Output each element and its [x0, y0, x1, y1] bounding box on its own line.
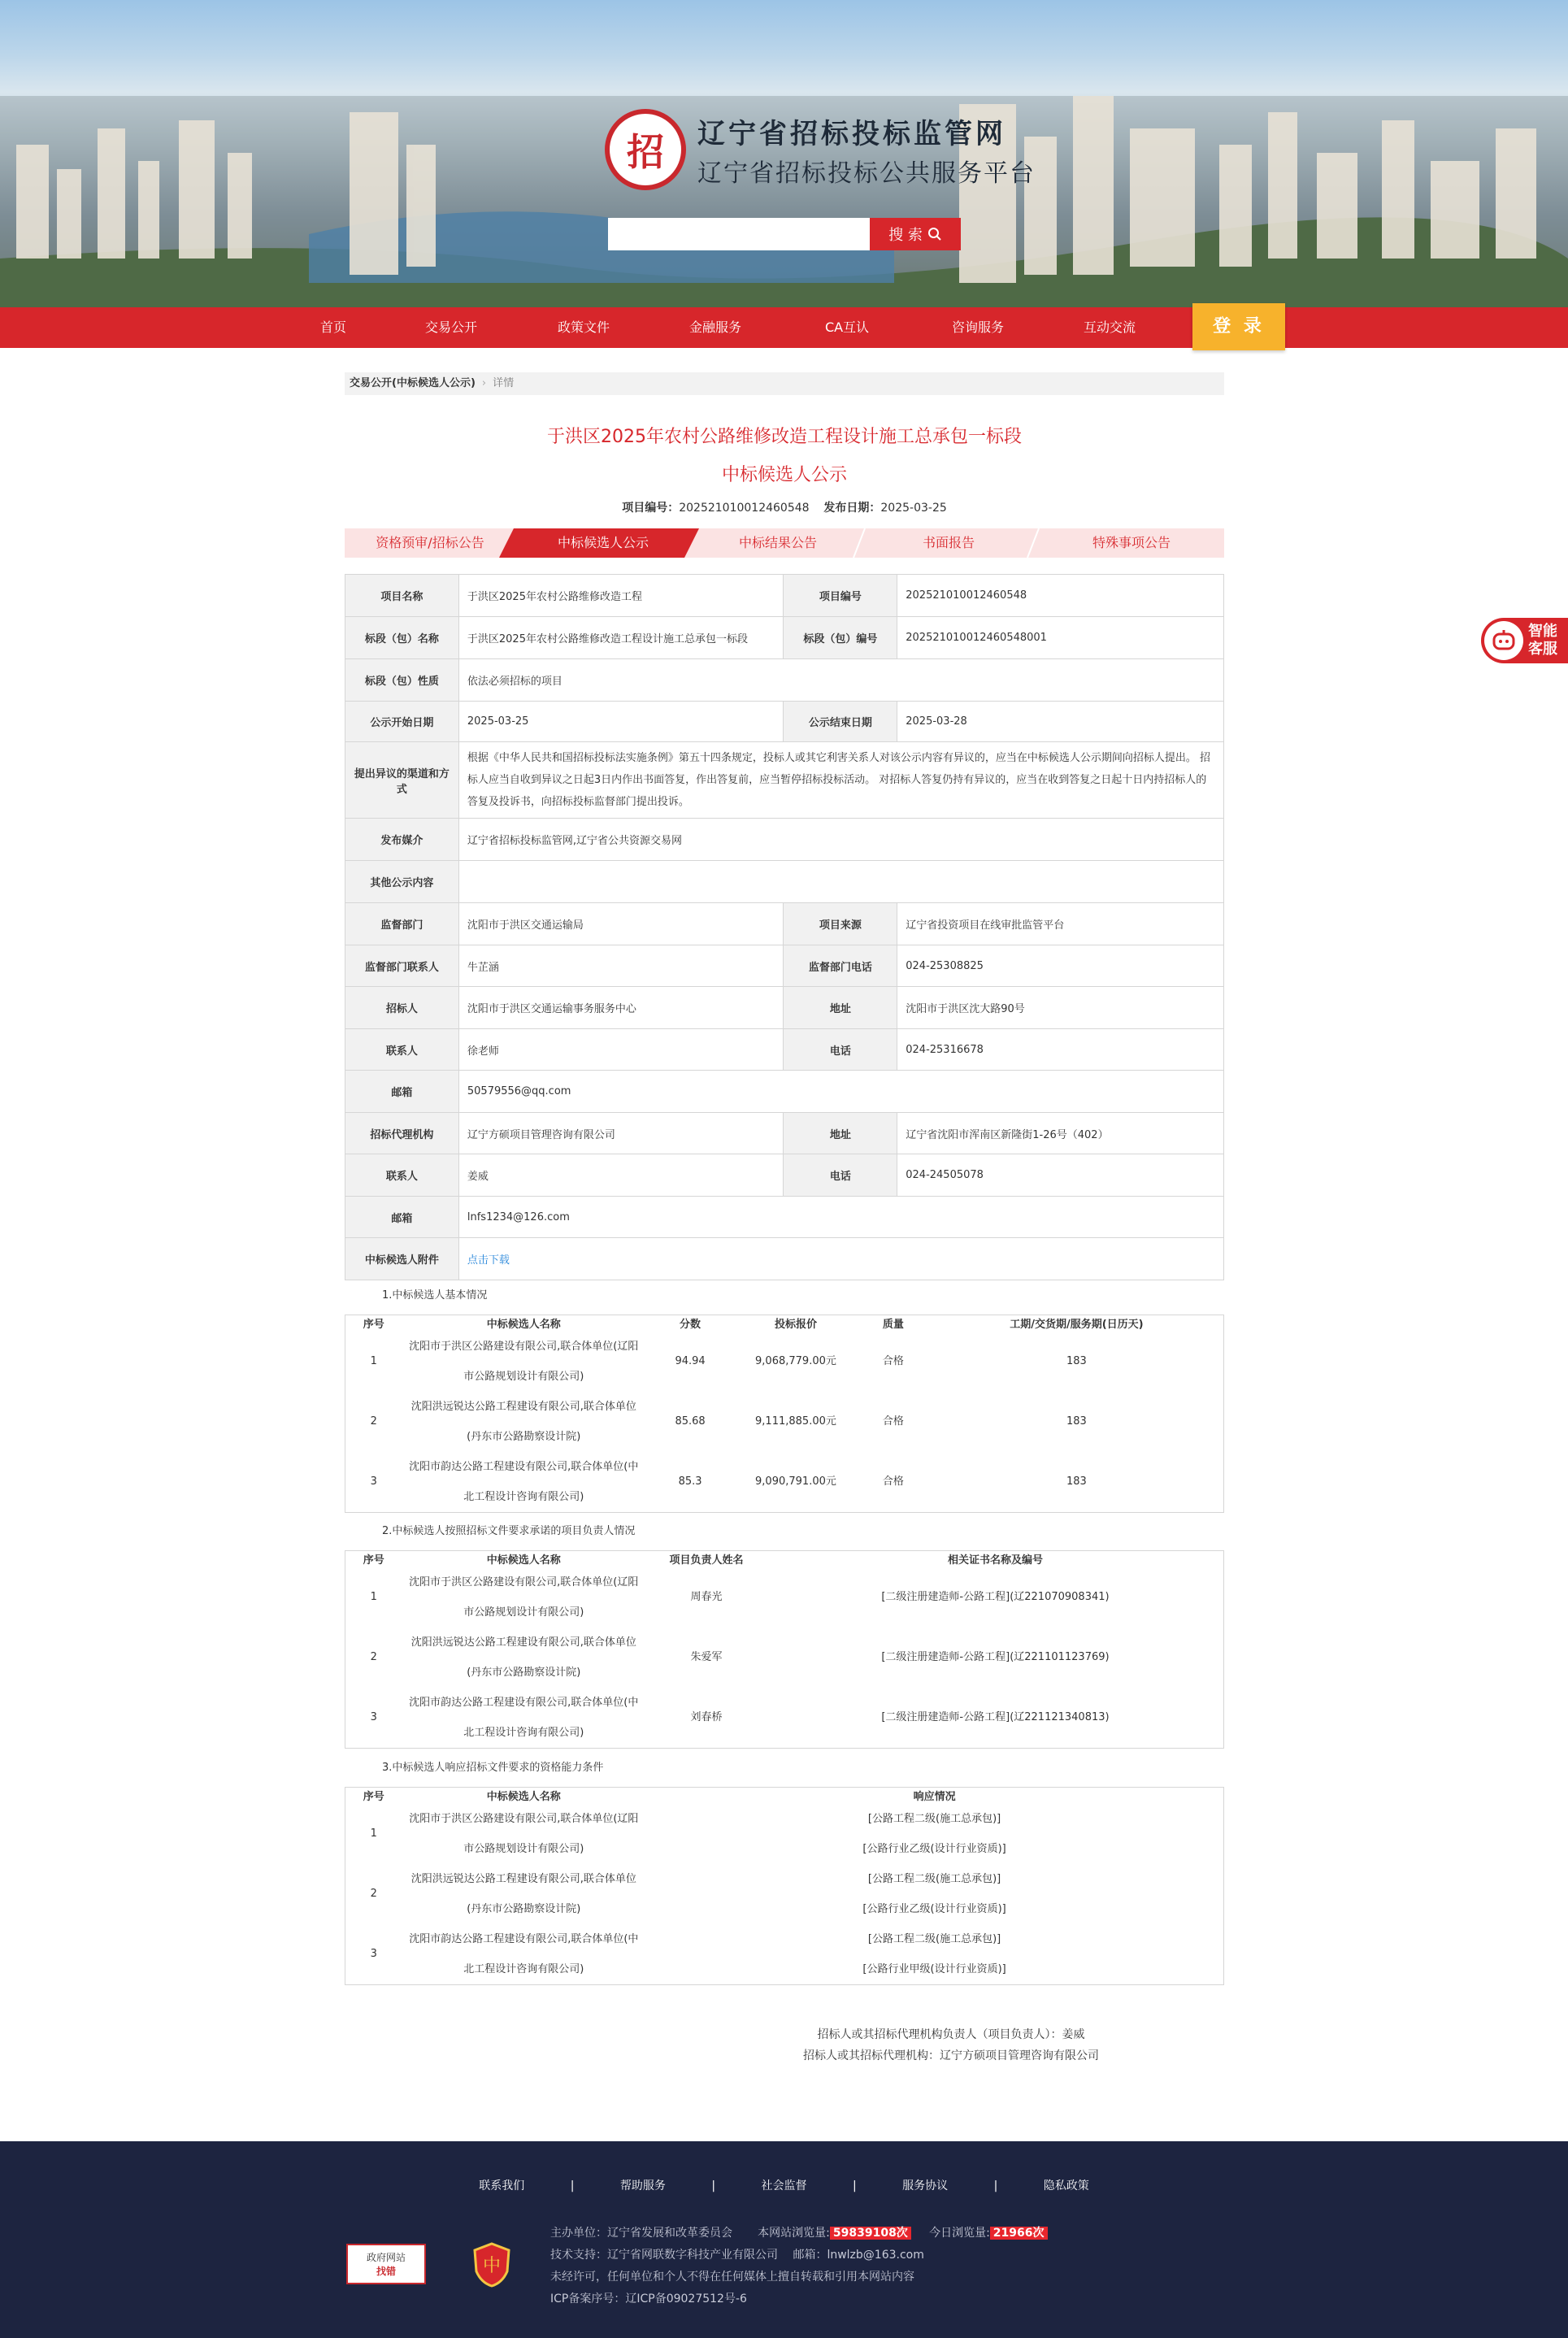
- supervisor-phone: 024-25308825: [897, 945, 1224, 987]
- header-banner: [0, 0, 1568, 307]
- tab-written-report[interactable]: 书面报告: [922, 535, 975, 550]
- robot-icon: [1484, 621, 1523, 660]
- footer: [0, 2141, 1568, 2338]
- site-logo[interactable]: [605, 109, 1036, 190]
- visits-count: 59839108次: [830, 2227, 911, 2240]
- agency: 辽宁方硕项目管理咨询有限公司: [458, 1113, 784, 1154]
- attachment-download-link[interactable]: 点击下载: [467, 1254, 510, 1267]
- publicity-end: 2025-03-28: [897, 702, 1224, 742]
- nav-item-trade[interactable]: 交易公开: [424, 319, 477, 335]
- nav-item-ca[interactable]: CA互认: [824, 319, 870, 335]
- supervisor-contact: 牛芷涵: [458, 945, 784, 987]
- tab-candidate-notice[interactable]: 中标候选人公示: [557, 535, 649, 550]
- page-meta: 项目编号：202521010012460548 发布日期：2025-03-25: [622, 502, 947, 515]
- today-count: 21966次: [990, 2227, 1048, 2240]
- footer-link-supervision[interactable]: 社会监督: [761, 2179, 807, 2192]
- breadcrumb-current: 详情: [493, 377, 515, 389]
- section-code: 202521010012460548001: [897, 617, 1224, 659]
- footer-link-agreement[interactable]: 服务协议: [902, 2179, 949, 2192]
- table-row: 1 沈阳市于洪区公路建设有限公司,联合体单位(辽阳 市公路规划设计有限公司) [公路工程二级(施工总承包)] [公路行业乙级(设计行业资质)]: [370, 1812, 1006, 1855]
- nav-item-finance[interactable]: 金融服务: [688, 319, 741, 335]
- agency-address: 辽宁省沈阳市浑南区新隆街1-26号（402）: [897, 1113, 1224, 1154]
- page-title: 于洪区2025年农村公路维修改造工程设计施工总承包一标段: [547, 427, 1022, 447]
- login-button[interactable]: 登 录: [1192, 303, 1285, 350]
- tenderer-phone: 024-25316678: [897, 1029, 1224, 1071]
- tenderer-contact: 徐老师: [458, 1029, 784, 1071]
- breadcrumb: [345, 372, 1224, 395]
- footer-links: 联系我们 | 帮助服务 | 社会监督 | 服务协议 | 隐私政策: [479, 2179, 1089, 2192]
- site-name: 辽宁省招标投标监管网: [697, 117, 1006, 150]
- agency-contact: 姜威: [458, 1154, 784, 1197]
- smart-service-button[interactable]: 智能 客服: [1481, 618, 1568, 663]
- signature-manager: 招标人或其招标代理机构负责人（项目负责人）：姜威: [817, 2028, 1085, 2041]
- site-emblem-icon: 招: [605, 109, 686, 190]
- publicity-start: 2025-03-25: [458, 702, 784, 742]
- search-bar: [608, 218, 961, 250]
- nav-item-home[interactable]: 首页: [319, 319, 346, 335]
- table-row: 1 沈阳市于洪区公路建设有限公司,联合体单位(辽阳 市公路规划设计有限公司) 94.94 9,068,779.00元 合格 183: [370, 1340, 1087, 1383]
- candidate-manager-table: 序号 中标候选人名称 项目负责人姓名 相关证书名称及编号 1 沈阳市于洪区公路建设有限公司,联合体单位(辽阳 市公路规划设计有限公司) 周春光 [二级注册建造师-公路工程](辽221070908341) 2 沈阳洪远锐达公路工程建设有限公司,联合体单位 (丹东市公路勘察设计院) 朱爱军 [二级注册建造师-公路工程](辽221101123769) 3 沈阳市韵达公路工程建设有限公司,联合体单位(中 北工程设计咨询有限公司) 刘春桥 [二级注册建造师-公路工程](辽221121340813): [345, 1550, 1224, 1749]
- police-emblem-icon[interactable]: [471, 2242, 512, 2288]
- agency-email: lnfs1234@126.com: [458, 1197, 1223, 1238]
- project-source: 辽宁省投资项目在线审批监管平台: [897, 903, 1224, 945]
- notice-tabs: [345, 528, 1224, 558]
- breadcrumb-separator: ›: [481, 377, 487, 389]
- supervisor: 沈阳市于洪区交通运输局: [458, 903, 784, 945]
- project-name: 于洪区2025年农村公路维修改造工程: [458, 575, 784, 617]
- objection-text: 根据《中华人民共和国招标投标法实施条例》第五十四条规定，投标人或其它利害关系人对该公示内容有异议的，应当在中标候选人公示期间向招标人提出。 招标人应当自收到异议之日起3日内作出书面答复，作出答复前，应当暂停招标投标活动。 对招标人答复仍持有异议的，应当在收到答复之日起十日内持招标人的答复及投诉书，向招标投标监督部门提出投诉。: [458, 742, 1223, 819]
- footer-link-help[interactable]: 帮助服务: [619, 2179, 666, 2192]
- other-content: [458, 861, 1223, 903]
- section-name: 于洪区2025年农村公路维修改造工程设计施工总承包一标段: [458, 617, 784, 659]
- footer-info: 主办单位：辽宁省发展和改革委员会 本网站浏览量: 59839108次 今日浏览量: 21966次 技术支持：辽宁省网联数字科技产业有限公司 邮箱：lnwlzb@163.com 未经许可，任何单位和个人不得在任何媒体上擅自转载和引用本网站内容 ICP备案序号：辽ICP备09027512号-6: [550, 2223, 1048, 2310]
- candidate-basic-table: 序号 中标候选人名称 分数 投标报价 质量 工期/交货期/服务期(日历天) 1 沈阳市于洪区公路建设有限公司,联合体单位(辽阳 市公路规划设计有限公司) 94.94 9,068,779.00元 合格 183 2 沈阳洪远锐达公路工程建设有限公司,联合体单位 (丹东市公路勘察设计院) 85.68 9,111,885.00元 合格 183 3 沈阳市韵达公路工程建设有限公司,联合体单位(中 北工程设计咨询有限公司) 85.3 9,090,791.00元 合格 183: [345, 1315, 1224, 1513]
- search-button[interactable]: 搜 索: [870, 218, 961, 250]
- section-nature: 依法必须招标的项目: [458, 659, 1223, 702]
- tenderer-email: 50579556@qq.com: [458, 1071, 1223, 1113]
- table-row: 2 沈阳洪远锐达公路工程建设有限公司,联合体单位 (丹东市公路勘察设计院) 85.68 9,111,885.00元 合格 183: [370, 1400, 1087, 1443]
- project-code: 202521010012460548: [897, 575, 1224, 617]
- publish-media: 辽宁省招标投标监管网,辽宁省公共资源交易网: [458, 819, 1223, 861]
- nav-item-consult[interactable]: 咨询服务: [951, 319, 1004, 335]
- candidate-qualification-table: 序号 中标候选人名称 响应情况 1 沈阳市于洪区公路建设有限公司,联合体单位(辽阳 市公路规划设计有限公司) [公路工程二级(施工总承包)] [公路行业乙级(设计行业资质)] 2 沈阳洪远锐达公路工程建设有限公司,联合体单位 (丹东市公路勘察设计院) [公路工程二级(施工总承包)] [公路行业乙级(设计行业资质)] 3 沈阳市韵达公路工程建设有限公司,联合体单位(中 北工程设计咨询有限公司) [公路工程二级(施工总承包)] [公路行业甲级(设计行业资质)]: [345, 1787, 1224, 1985]
- section2-title: 2.中标候选人按照招标文件要求承诺的项目负责人情况: [382, 1525, 636, 1537]
- tenderer: 沈阳市于洪区交通运输事务服务中心: [458, 987, 784, 1029]
- nav-item-interaction[interactable]: 互动交流: [1083, 319, 1136, 335]
- site-subname: 辽宁省招标投标公共服务平台: [697, 159, 1036, 188]
- nav-item-policy[interactable]: 政策文件: [557, 319, 610, 335]
- agency-phone: 024-24505078: [897, 1154, 1224, 1197]
- search-icon: [927, 227, 942, 241]
- tab-tender-notice[interactable]: 资格预审/招标公告: [376, 535, 484, 550]
- table-row: 3 沈阳市韵达公路工程建设有限公司,联合体单位(中 北工程设计咨询有限公司) [公路工程二级(施工总承包)] [公路行业甲级(设计行业资质)]: [370, 1932, 1006, 1975]
- table-row: 2 沈阳洪远锐达公路工程建设有限公司,联合体单位 (丹东市公路勘察设计院) [公路工程二级(施工总承包)] [公路行业乙级(设计行业资质)]: [370, 1872, 1006, 1915]
- footer-link-privacy[interactable]: 隐私政策: [1043, 2179, 1089, 2192]
- project-info-table: 项目名称 于洪区2025年农村公路维修改造工程 项目编号 202521010012460548 标段（包）名称 于洪区2025年农村公路维修改造工程设计施工总承包一标段 标段（包）编号 202521010012460548001 标段（包）性质 依法必须招标的项目 公示开始日期 2025-03-25 公示结束日期 2025-03-28 提出异议的渠道和方式 根据《中华人民共和国招标投标法实施条例》第五十四条规定，投标人或其它利害关系人对该公示内容有异议的，应当在中标候选人公示期间向招标人提出。 招标人应当自收到异议之日起3日内作出书面答复，作出答复前，应当暂停招标投标活动。 对招标人答复仍持有异议的，应当在收到答复之日起十日内持招标人的答复及投诉书，向招标投标监督部门提出投诉。 发布媒介 辽宁省招标投标监管网,辽宁省公共资源交易网 其他公示内容 监督部门 沈阳市于洪区交通运输局 项目来源 辽宁省投资项目在线审批监管平台 监督部门联系人 牛芷涵 监督部门电话 024-25308825 招标人 沈阳市于洪区交通运输事务服务中心 地址 沈阳市于洪区沈大路90号 联系人 徐老师 电话 024-25316678 邮箱 50579556@qq.com 招标代理机构 辽宁方硕项目管理咨询有限公司 地址 辽宁省沈阳市浑南区新隆街1-26号（402） 联系人 姜威 电话 024-24505078 邮箱 lnfs1234@126.com 中标候选人附件 点击下载: [345, 574, 1224, 1280]
- svg-text:中: 中: [482, 2256, 502, 2276]
- table-row: 3 沈阳市韵达公路工程建设有限公司,联合体单位(中 北工程设计咨询有限公司) 刘春桥 [二级注册建造师-公路工程](辽221121340813): [370, 1696, 1110, 1739]
- search-input[interactable]: [608, 218, 870, 250]
- main-nav: [0, 307, 1568, 348]
- page-subtitle: 中标候选人公示: [721, 465, 847, 485]
- table-row: 2 沈阳洪远锐达公路工程建设有限公司,联合体单位 (丹东市公路勘察设计院) 朱爱军 [二级注册建造师-公路工程](辽221101123769): [370, 1636, 1110, 1679]
- signature-agency: 招标人或其招标代理机构：辽宁方硕项目管理咨询有限公司: [803, 2049, 1099, 2062]
- section3-title: 3.中标候选人响应招标文件要求的资格能力条件: [382, 1762, 604, 1774]
- section1-title: 1.中标候选人基本情况: [382, 1289, 488, 1302]
- table-row: 1 沈阳市于洪区公路建设有限公司,联合体单位(辽阳 市公路规划设计有限公司) 周春光 [二级注册建造师-公路工程](辽221070908341): [370, 1575, 1110, 1619]
- tab-special-notice[interactable]: 特殊事项公告: [1092, 535, 1171, 550]
- table-row: 3 沈阳市韵达公路工程建设有限公司,联合体单位(中 北工程设计咨询有限公司) 85.3 9,090,791.00元 合格 183: [370, 1460, 1087, 1503]
- gov-site-badge[interactable]: 政府网站 找错: [346, 2244, 426, 2284]
- breadcrumb-parent[interactable]: 交易公开(中标候选人公示): [350, 377, 476, 389]
- tenderer-address: 沈阳市于洪区沈大路90号: [897, 987, 1224, 1029]
- footer-link-contact[interactable]: 联系我们: [479, 2179, 525, 2192]
- tab-result-notice[interactable]: 中标结果公告: [738, 535, 817, 550]
